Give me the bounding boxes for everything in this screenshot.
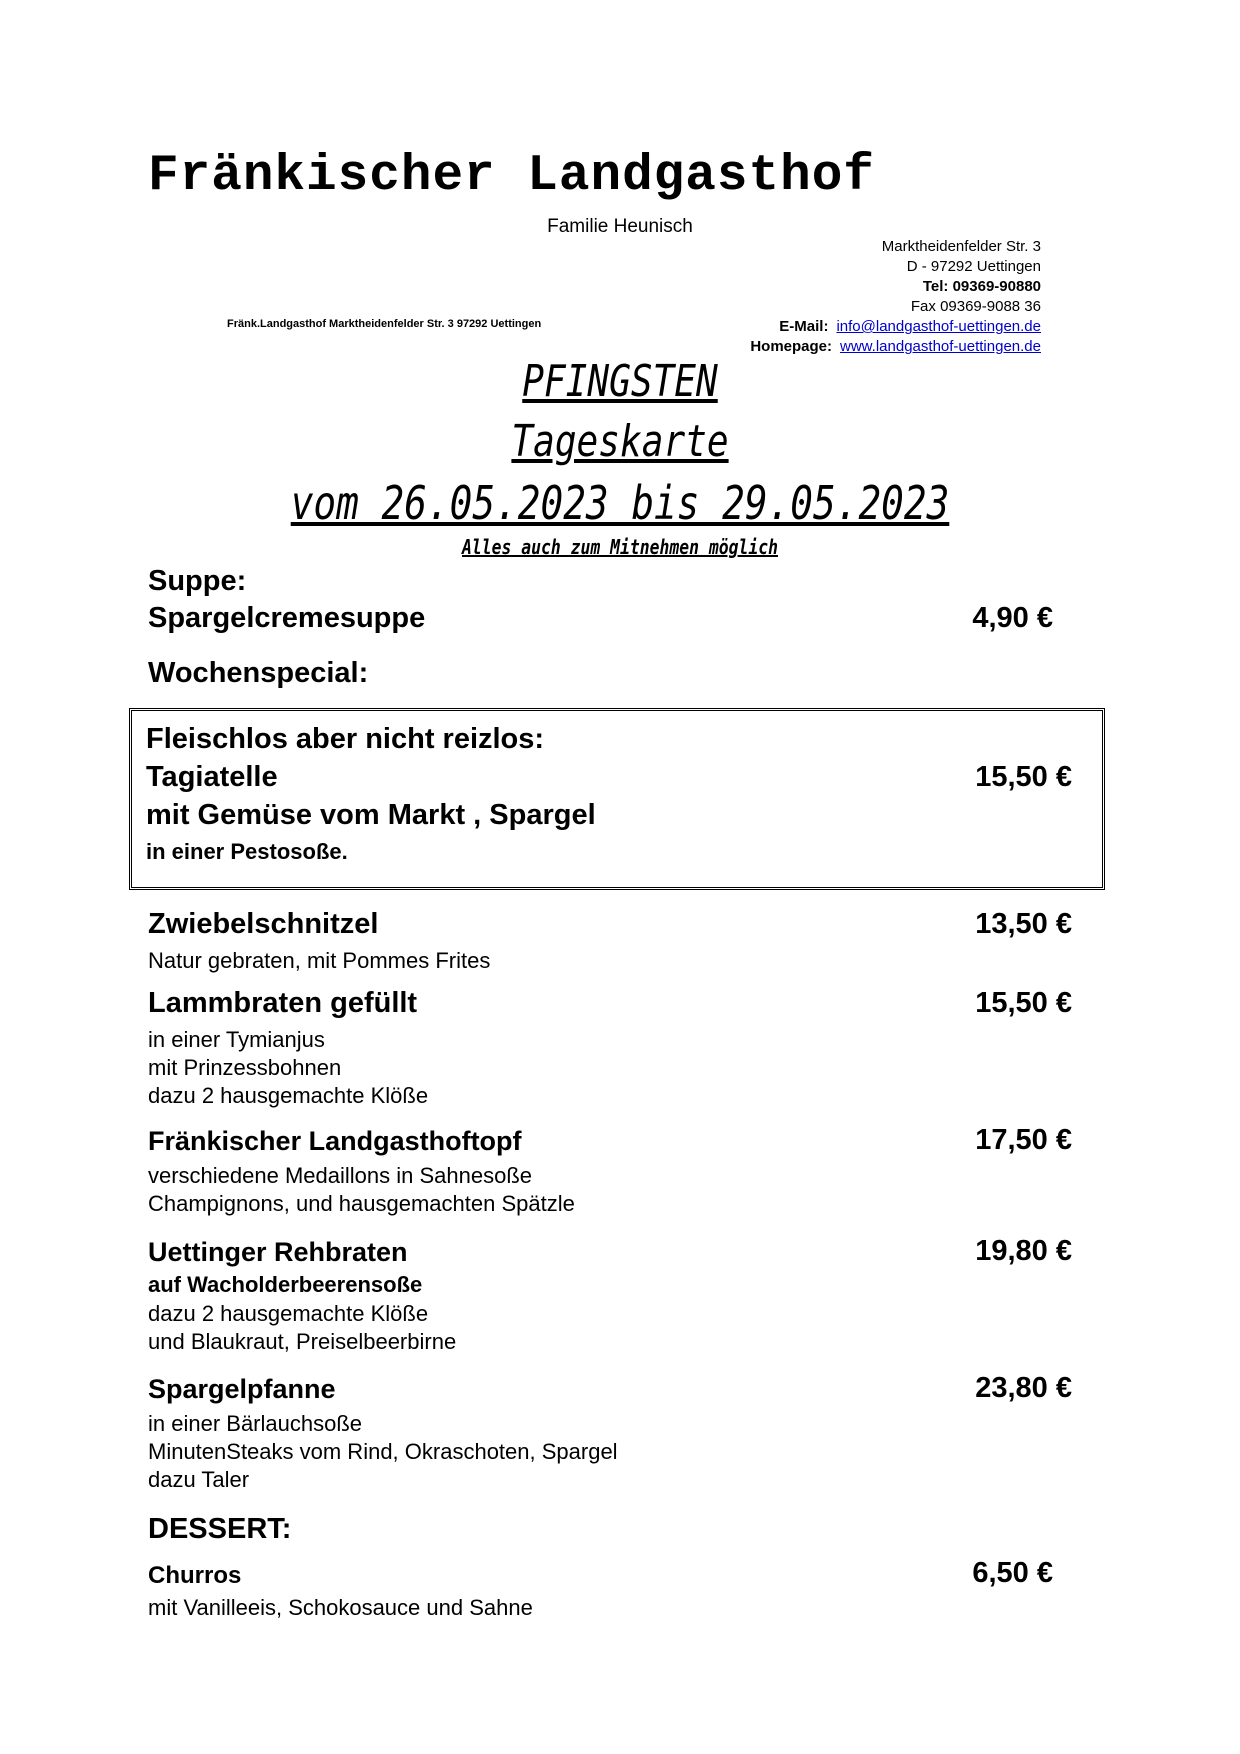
dish-description: in einer Tymianjus (148, 1027, 325, 1052)
dish-description: Champignons, und hausgemachten Spätzle (148, 1191, 575, 1216)
dish-description: dazu Taler (148, 1467, 250, 1492)
dish-price: 13,50 € (975, 908, 1072, 940)
dish-price: 17,50 € (975, 1124, 1072, 1156)
dish-price: 15,50 € (975, 987, 1072, 1019)
city: D - 97292 Uettingen (906, 258, 1041, 275)
dish-name: Uettinger Rehbraten (148, 1237, 408, 1267)
dish-description: Natur gebraten, mit Pommes Frites (148, 948, 491, 973)
street: Marktheidenfelder Str. 3 (881, 238, 1041, 255)
special-dish-detail: mit Gemüse vom Markt , Spargel (146, 799, 596, 831)
special-heading: Wochenspecial: (148, 657, 369, 689)
dessert-price: 6,50 € (972, 1557, 1053, 1589)
sender-line: Fränk.Landgasthof Marktheidenfelder Str. 3 97292 Uettingen (227, 318, 542, 330)
dish-description: dazu 2 hausgemachte Klöße (148, 1301, 429, 1326)
owner-family: Familie Heunisch (547, 216, 693, 237)
email-link[interactable]: info@landgasthof-uettingen.de (836, 318, 1041, 335)
email-label: E-Mail: (779, 318, 829, 335)
takeaway-note: Alles auch zum Mitnehmen möglich (462, 535, 778, 559)
special-price: 15,50 € (975, 761, 1072, 793)
restaurant-name: Fränkischer Landgasthof (148, 148, 875, 205)
special-dish-name: Tagiatelle (146, 761, 278, 793)
dish-description: mit Prinzessbohnen (148, 1055, 342, 1080)
dish-description: MinutenSteaks vom Rind, Okraschoten, Spargel (148, 1439, 618, 1464)
soup-heading: Suppe: (148, 565, 247, 597)
date-range: vom 26.05.2023 bis 29.05.2023 (290, 476, 950, 530)
dish-sauce: auf Wacholderbeerensoße (148, 1272, 423, 1297)
soup-price: 4,90 € (972, 602, 1053, 634)
dish-name: Spargelpfanne (148, 1374, 336, 1404)
dish-price: 23,80 € (975, 1372, 1072, 1404)
homepage-label: Homepage: (750, 338, 833, 355)
dish-description: in einer Bärlauchsoße (148, 1411, 363, 1436)
dish-name: Fränkischer Landgasthoftopf (148, 1126, 522, 1156)
special-dish-sauce: in einer Pestosoße. (146, 839, 348, 864)
soup-name: Spargelcremesuppe (148, 602, 426, 634)
dessert-heading: DESSERT: (148, 1513, 292, 1545)
dish-description: verschiedene Medaillons in Sahnesoße (148, 1163, 533, 1188)
dish-description: und Blaukraut, Preiselbeerbirne (148, 1329, 457, 1354)
phone: Tel: 09369-90880 (922, 278, 1041, 295)
dish-name: Zwiebelschnitzel (148, 908, 379, 940)
dish-price: 19,80 € (975, 1235, 1072, 1267)
contact-block (750, 237, 1041, 357)
fax: Fax 09369-9088 36 (910, 298, 1041, 315)
homepage-link[interactable]: www.landgasthof-uettingen.de (840, 338, 1041, 355)
dish-name: Lammbraten gefüllt (148, 987, 418, 1019)
menu-title: Tageskarte (511, 416, 729, 467)
dessert-description: mit Vanilleeis, Schokosauce und Sahne (148, 1595, 533, 1620)
dessert-name: Churros (148, 1562, 242, 1589)
special-tagline: Fleischlos aber nicht reizlos: (146, 723, 545, 755)
dish-description: dazu 2 hausgemachte Klöße (148, 1083, 429, 1108)
occasion-title: PFINGSTEN (522, 356, 718, 407)
